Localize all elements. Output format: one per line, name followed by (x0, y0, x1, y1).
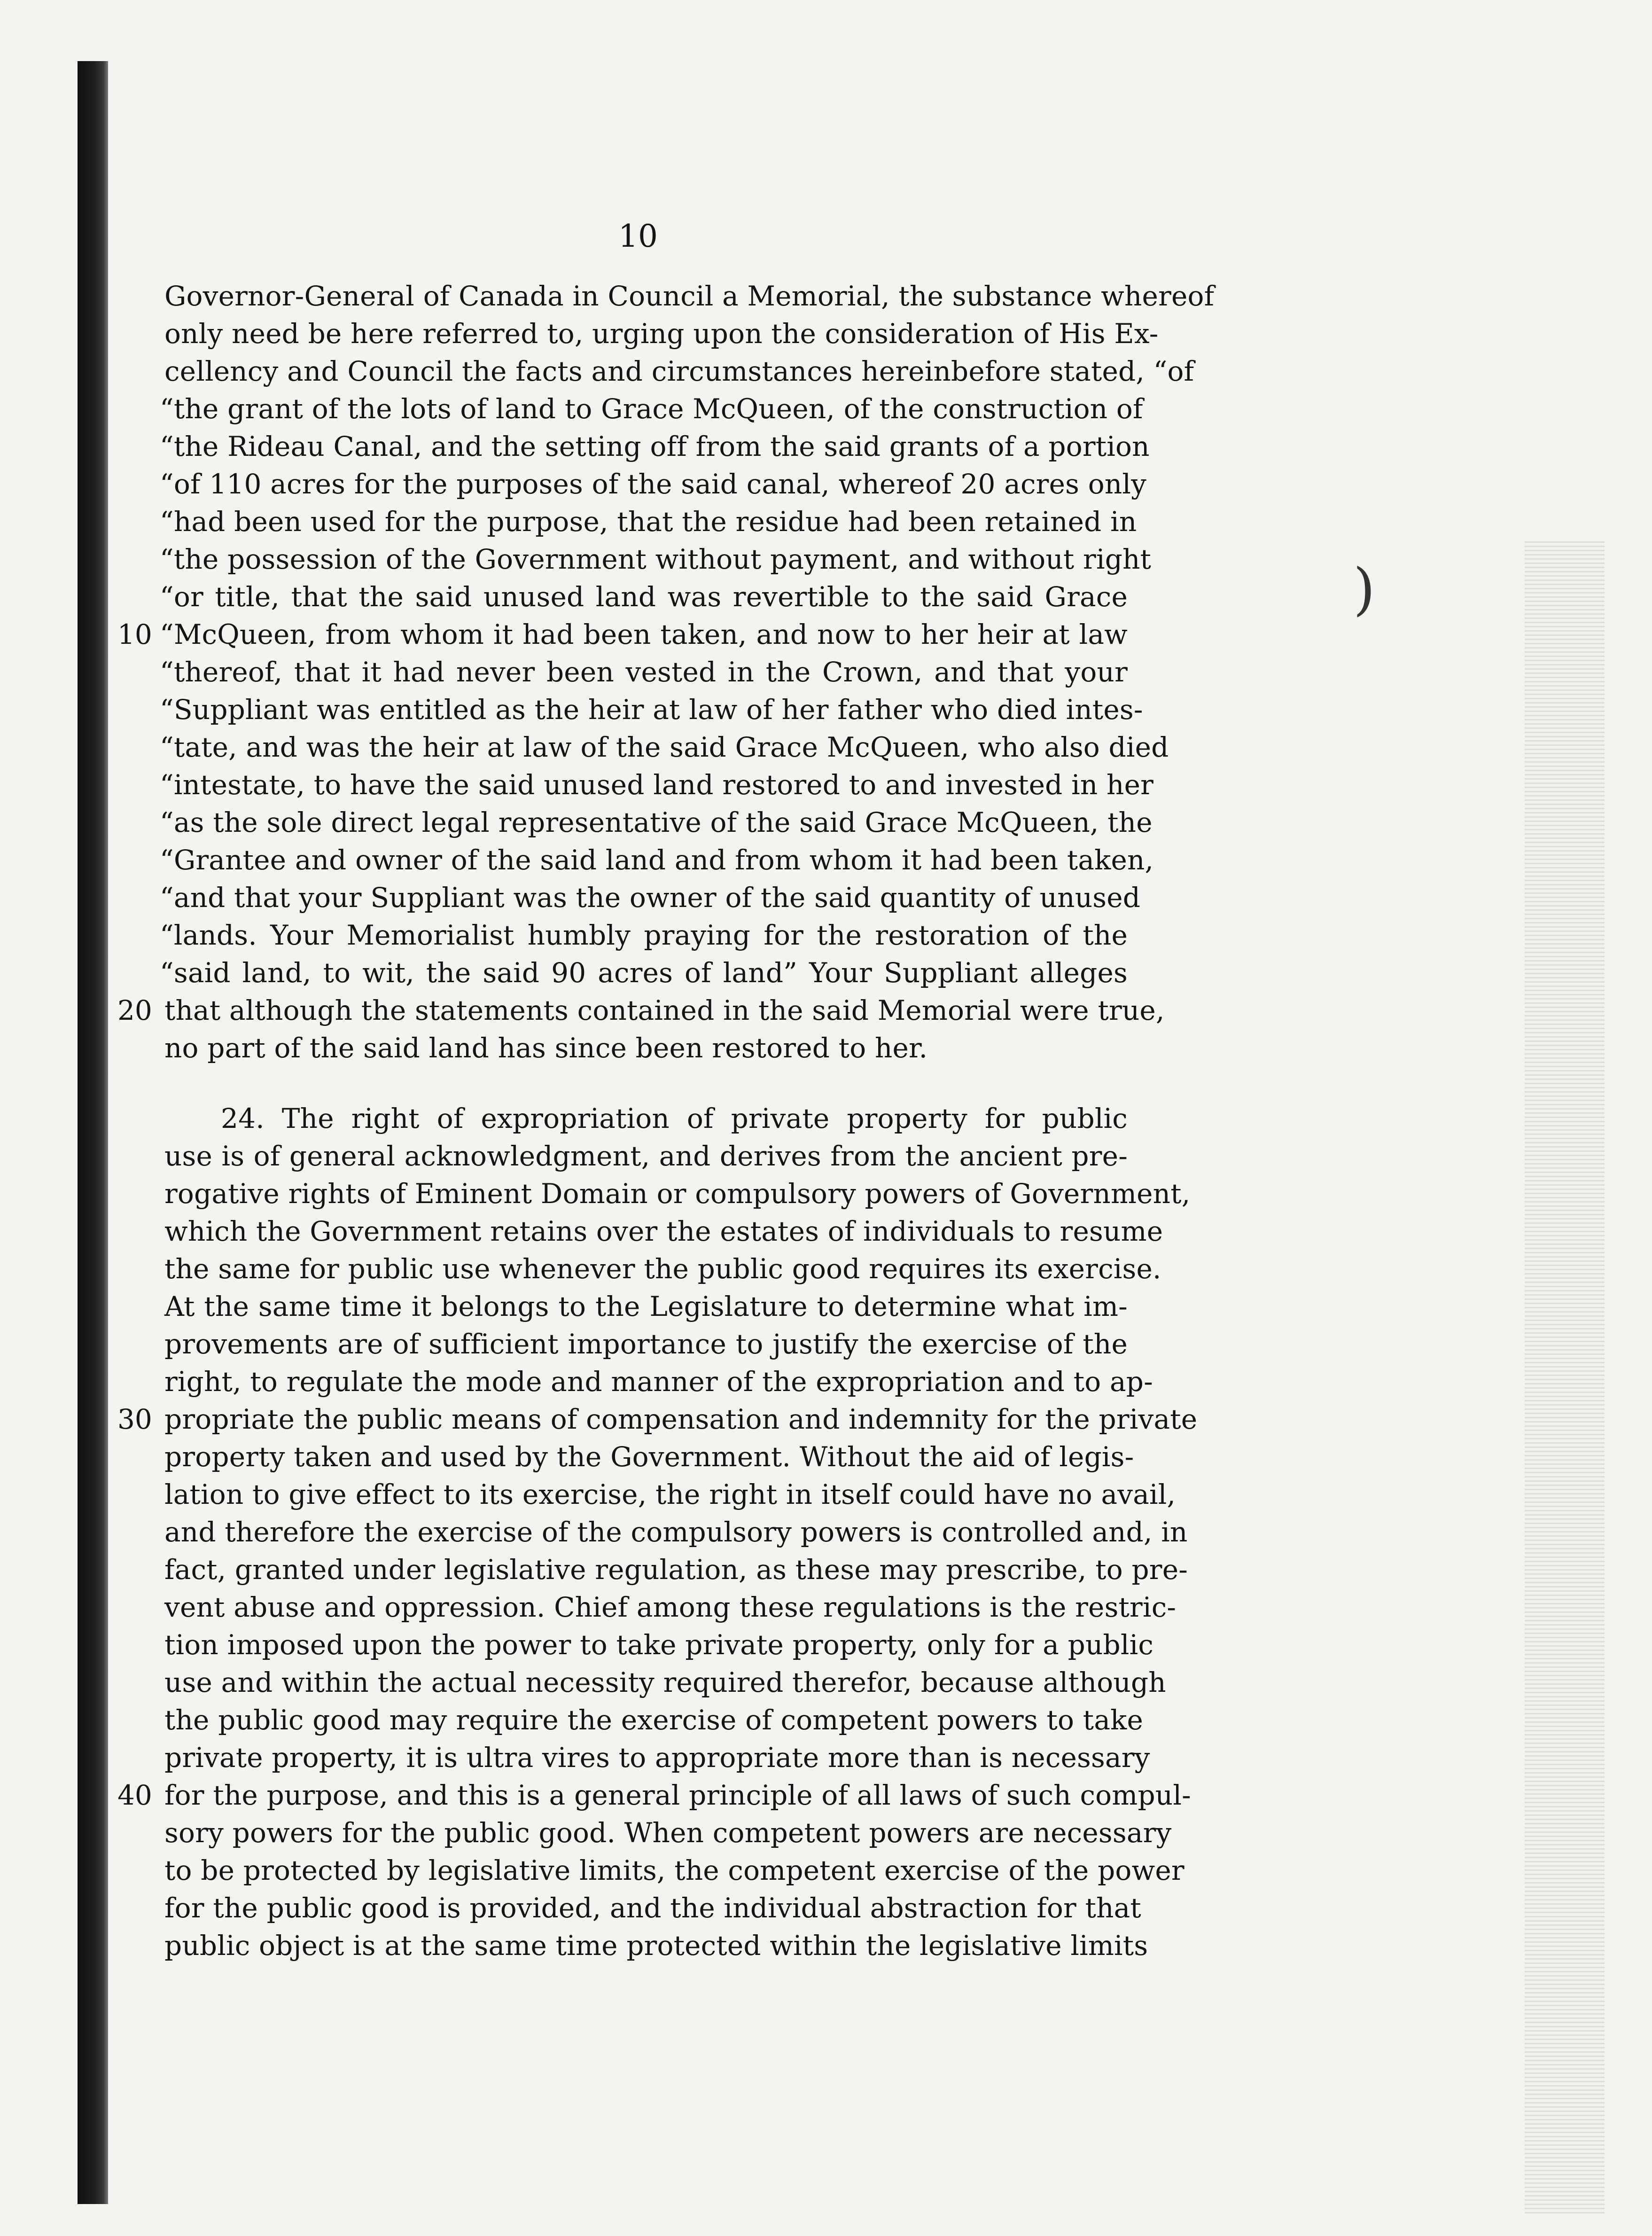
text-line: the same for public use whenever the public good requires its exercise. (164, 1253, 1161, 1285)
text-line: only need be here referred to, urging upon the consideration of His Ex- (164, 318, 1159, 350)
text-line: “and that your Suppliant was the owner of the said quantity of unused (160, 882, 1141, 914)
text-line: “had been used for the purpose, that the residue had been retained in (160, 506, 1137, 538)
text-line: “the possession of the Government without payment, and without right (160, 543, 1152, 575)
line-number: 30 (117, 1403, 152, 1435)
text-line: fact, granted under legislative regulation, as these may prescribe, to pre- (164, 1554, 1188, 1586)
text-line: sory powers for the public good. When competent powers are necessary (164, 1817, 1172, 1849)
text-line: vent abuse and oppression. Chief among these regulations is the restric- (164, 1591, 1177, 1623)
text-line: right, to regulate the mode and manner of the expropriation and to ap- (164, 1366, 1153, 1398)
text-line: “lands. Your Memorialist humbly praying for the restoration of the (160, 919, 1128, 951)
text-line: 24. The right of expropriation of private property for public (221, 1102, 1128, 1134)
line-number: 20 (117, 994, 152, 1026)
text-line: and therefore the exercise of the compulsory powers is controlled and, in (164, 1516, 1188, 1548)
text-line: “of 110 acres for the purposes of the said canal, whereof 20 acres only (160, 468, 1147, 500)
text-line: property taken and used by the Government. Without the aid of legis- (164, 1441, 1134, 1473)
text-line: provements are of sufficient importance to justify the exercise of the (164, 1328, 1128, 1360)
text-line: Governor-General of Canada in Council a Memorial, the substance whereof (164, 280, 1215, 312)
text-line: “tate, and was the heir at law of the said Grace McQueen, who also died (160, 731, 1169, 763)
text-line: that although the statements contained in the said Memorial were true, (164, 994, 1165, 1026)
text-line: to be protected by legislative limits, the competent exercise of the power (164, 1854, 1184, 1886)
text-line: lation to give effect to its exercise, the right in itself could have no avail, (164, 1478, 1176, 1510)
text-line: propriate the public means of compensation and indemnity for the private (164, 1403, 1198, 1435)
binding-edge (78, 61, 108, 2204)
text-line: “the Rideau Canal, and the setting off from the said grants of a portion (160, 430, 1150, 462)
page-number: 10 (618, 218, 658, 254)
text-line: private property, it is ultra vires to appropriate more than is necessary (164, 1742, 1150, 1774)
text-line: cellency and Council the facts and circumstances hereinbefore stated, “of (164, 355, 1194, 387)
text-line: “thereof, that it had never been vested in the Crown, and that your (160, 656, 1128, 688)
text-line: no part of the said land has since been restored to her. (164, 1032, 928, 1064)
text-line: “Suppliant was entitled as the heir at law of her father who died intes- (160, 694, 1143, 726)
text-line: public object is at the same time protected within the legislative limits (164, 1930, 1148, 1962)
text-line: which the Government retains over the estates of individuals to resume (164, 1215, 1163, 1247)
text-line: use and within the actual necessity required therefor, because although (164, 1666, 1166, 1698)
text-line: “said land, to wit, the said 90 acres of land” Your Suppliant alleges (160, 957, 1128, 989)
text-line: rogative rights of Eminent Domain or compulsory powers of Government, (164, 1178, 1191, 1210)
text-line: “the grant of the lots of land to Grace McQueen, of the construction of (160, 393, 1143, 425)
text-line: tion imposed upon the power to take private property, only for a public (164, 1629, 1154, 1661)
text-line: for the public good is provided, and the individual abstraction for that (164, 1892, 1141, 1924)
text-line: At the same time it belongs to the Legislature to determine what im- (164, 1290, 1128, 1322)
text-line: use is of general acknowledgment, and derives from the ancient pre- (164, 1140, 1128, 1172)
text-line: “Grantee and owner of the said land and from whom it had been taken, (160, 844, 1154, 876)
text-line: “or title, that the said unused land was revertible to the said Grace (160, 581, 1128, 613)
text-line: for the purpose, and this is a general principle of all laws of such compul- (164, 1779, 1191, 1811)
line-number: 40 (117, 1779, 152, 1811)
page-edge-shadow (1525, 540, 1605, 2213)
line-number: 10 (117, 618, 152, 650)
text-line: “as the sole direct legal representative of the said Grace McQueen, the (160, 806, 1153, 838)
text-line: the public good may require the exercise of competent powers to take (164, 1704, 1143, 1736)
text-line: “intestate, to have the said unused land restored to and invested in her (160, 769, 1154, 801)
text-line: “McQueen, from whom it had been taken, and now to her heir at law (160, 618, 1128, 650)
margin-mark: ) (1353, 557, 1375, 622)
